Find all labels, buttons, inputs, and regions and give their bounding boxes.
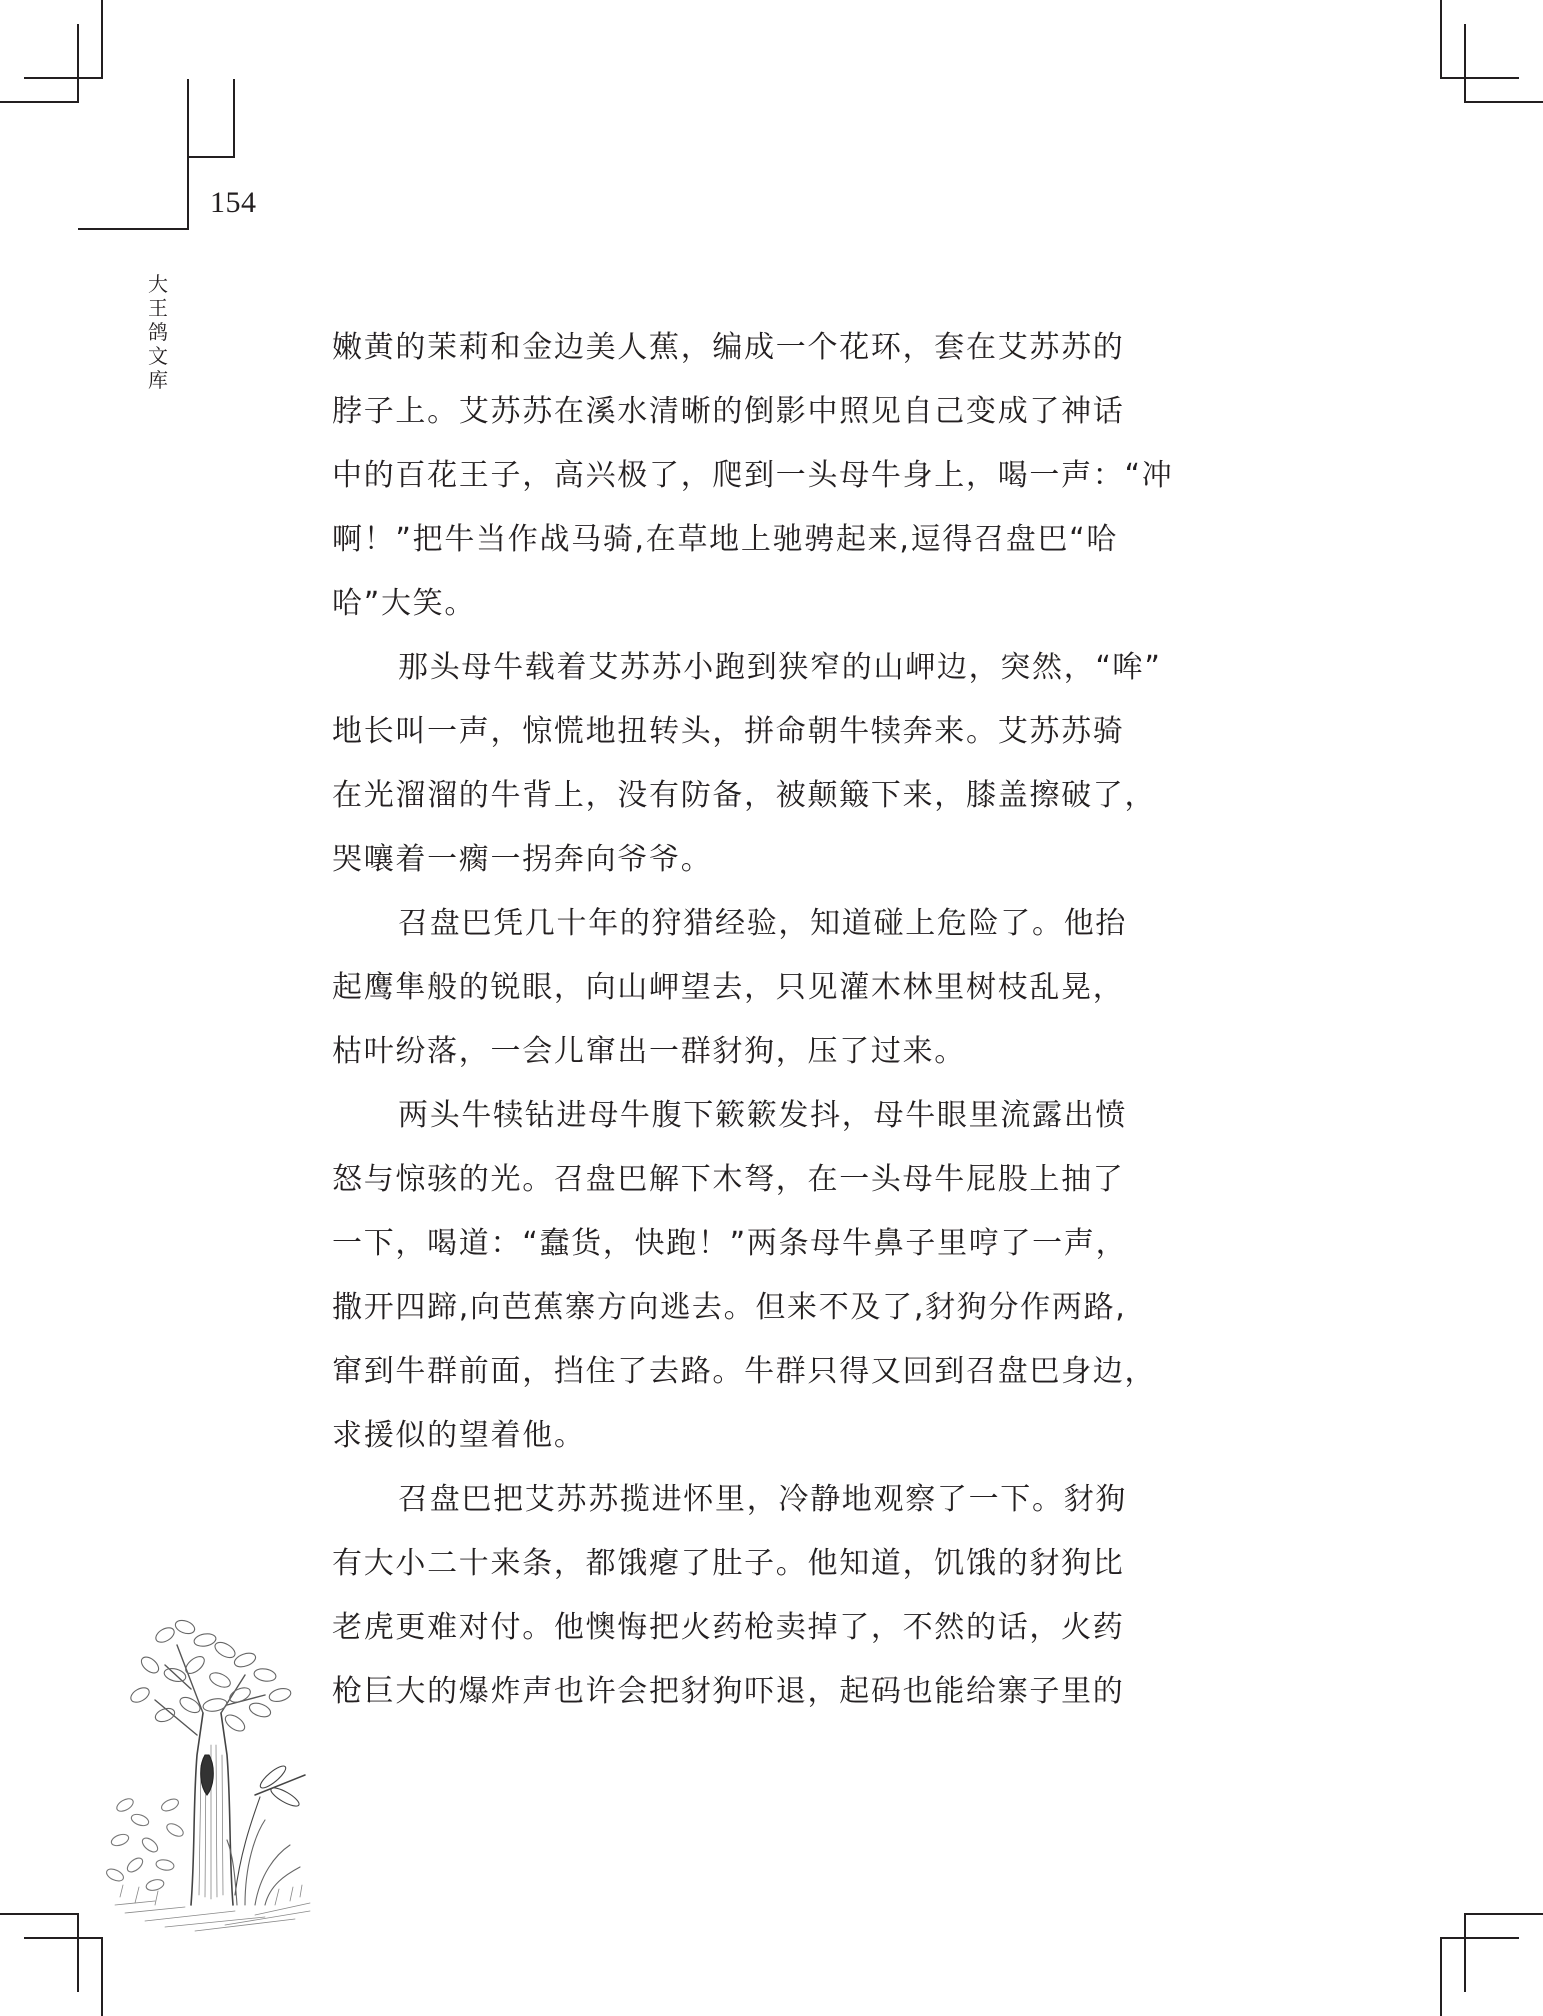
header-rule xyxy=(187,79,189,230)
text-line: 脖子上。艾苏苏在溪水清晰的倒影中照见自己变成了神话 xyxy=(332,394,1125,429)
series-label-char: 大 xyxy=(148,272,168,296)
page-number: 154 xyxy=(210,186,257,219)
text-line: 中的百花王子，高兴极了，爬到一头母牛身上，喝一声：“冲 xyxy=(332,458,1174,493)
crop-mark xyxy=(1440,1937,1519,1939)
crop-mark xyxy=(0,101,79,103)
header-rule xyxy=(187,156,235,158)
crop-mark xyxy=(1464,1913,1543,1915)
crop-mark xyxy=(0,1913,79,1915)
body-text xyxy=(332,324,1194,1732)
crop-mark xyxy=(24,1937,103,1939)
text-line: 嫩黄的茉莉和金边美人蕉，编成一个花环，套在艾苏苏的 xyxy=(332,330,1125,365)
series-label-char: 鸽 xyxy=(148,320,168,344)
paragraph-first-line: 召盘巴凭几十年的狩猎经验，知道碰上危险了。他抬 xyxy=(398,906,1128,941)
series-label xyxy=(146,272,170,392)
paragraph-first-line: 召盘巴把艾苏苏揽进怀里，冷静地观察了一下。豺狗 xyxy=(398,1482,1128,1517)
header-rule xyxy=(233,79,235,158)
crop-mark xyxy=(1440,0,1442,79)
crop-mark xyxy=(1440,1937,1442,2016)
paragraph-first-line: 两头牛犊钻进母牛腹下簌簌发抖，母牛眼里流露出愤 xyxy=(398,1098,1128,1133)
crop-mark xyxy=(101,1937,103,2016)
tree-illustration xyxy=(95,1605,325,1940)
text-line: 窜到牛群前面，挡住了去路。牛群只得又回到召盘巴身边， xyxy=(332,1354,1157,1389)
tree-sketch-icon xyxy=(95,1605,325,1940)
crop-mark xyxy=(1464,1913,1466,1992)
text-line: 哈”大笑。 xyxy=(332,586,477,621)
text-line: 在光溜溜的牛背上，没有防备，被颠簸下来，膝盖擦破了， xyxy=(332,778,1157,813)
header-rule xyxy=(78,228,189,230)
crop-mark xyxy=(1464,24,1466,103)
text-line: 有大小二十来条，都饿瘪了肚子。他知道，饥饿的豺狗比 xyxy=(332,1546,1125,1581)
crop-mark xyxy=(101,0,103,79)
text-line: 枪巨大的爆炸声也许会把豺狗吓退，起码也能给寨子里的 xyxy=(332,1674,1125,1709)
text-line: 老虎更难对付。他懊悔把火药枪卖掉了，不然的话，火药 xyxy=(332,1610,1125,1645)
text-line: 求援似的望着他。 xyxy=(332,1418,586,1453)
text-line: 啊！”把牛当作战马骑,在草地上驰骋起来,逗得召盘巴“哈 xyxy=(332,522,1119,557)
text-line: 地长叫一声，惊慌地扭转头，拼命朝牛犊奔来。艾苏苏骑 xyxy=(332,714,1125,749)
crop-mark xyxy=(24,77,103,79)
crop-mark xyxy=(77,24,79,103)
text-line: 哭嚷着一瘸一拐奔向爷爷。 xyxy=(332,842,713,877)
series-label-char: 王 xyxy=(148,296,168,320)
series-label-char: 文 xyxy=(148,344,168,368)
text-line: 起鹰隼般的锐眼，向山岬望去，只见灌木林里树枝乱晃， xyxy=(332,970,1125,1005)
crop-mark xyxy=(1464,101,1543,103)
crop-mark xyxy=(77,1913,79,1992)
paragraph-first-line: 那头母牛载着艾苏苏小跑到狭窄的山岬边，突然，“哞” xyxy=(398,650,1162,685)
text-line: 一下，喝道：“蠢货，快跑！”两条母牛鼻子里哼了一声， xyxy=(332,1226,1128,1261)
text-line: 撒开四蹄,向芭蕉寨方向逃去。但来不及了,豺狗分作两路, xyxy=(332,1290,1127,1325)
crop-mark xyxy=(1440,77,1519,79)
text-line: 枯叶纷落，一会儿窜出一群豺狗，压了过来。 xyxy=(332,1034,966,1069)
text-line: 怒与惊骇的光。召盘巴解下木弩，在一头母牛屁股上抽了 xyxy=(332,1162,1125,1197)
series-label-char: 库 xyxy=(148,368,168,392)
